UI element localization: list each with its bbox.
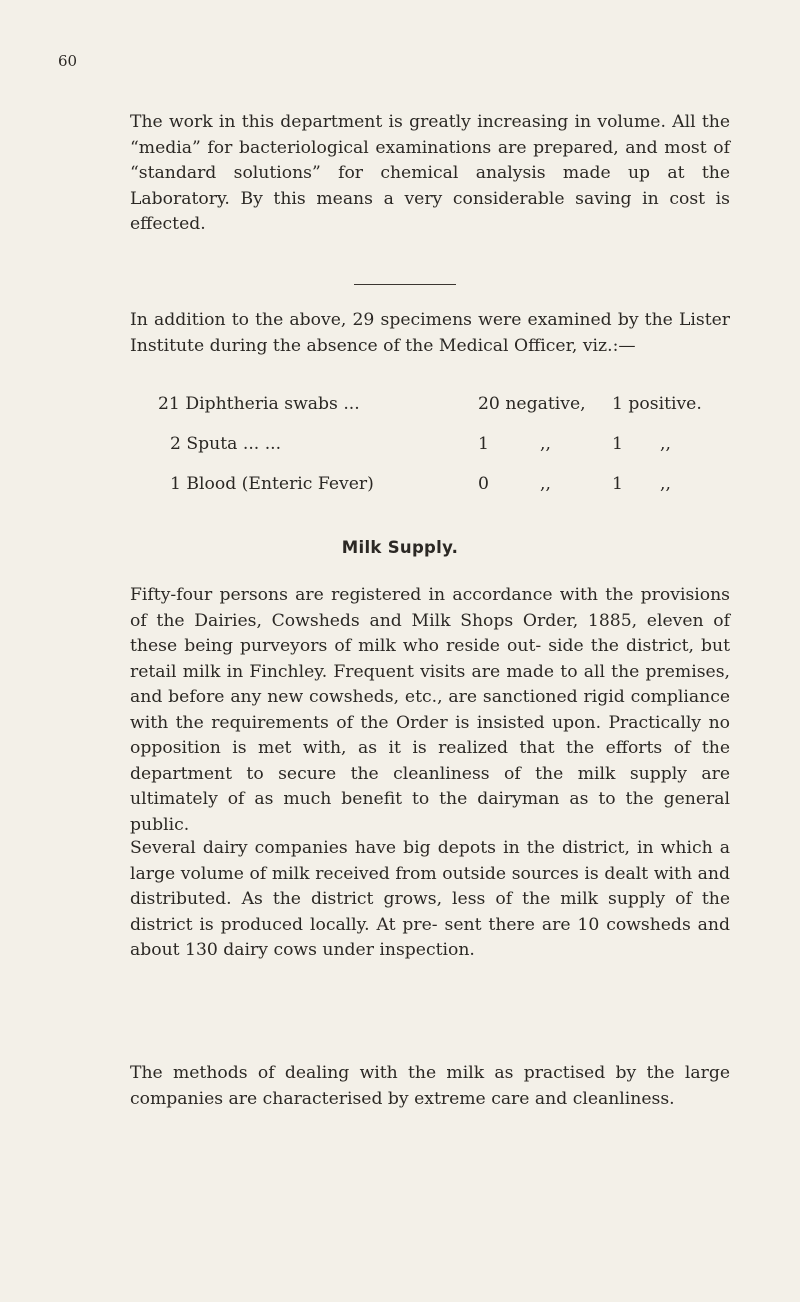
page-number: 60 — [58, 52, 78, 70]
specimen-negative: 0 — [478, 474, 489, 494]
ditto-mark: ,, — [540, 474, 551, 494]
specimen-row — [0, 434, 800, 460]
paragraph-dairy-companies: Several dairy companies have big depots in the district, in which a large volume of milk received from outside sources is dealt with and distributed. As the district grows, less of the milk supply of the district is produced locally. At pre- sent there are 10 cowsheds and about 130 dairy cows under inspection. — [130, 838, 730, 960]
specimen-positive: 1 — [612, 434, 623, 454]
specimen-negative: 1 — [478, 434, 489, 454]
specimen-name: 1 Blood (Enteric Fever) — [170, 474, 374, 494]
specimen-negative: 20 negative, — [478, 394, 586, 414]
specimen-row — [0, 394, 800, 420]
ditto-mark: ,, — [660, 474, 671, 494]
paragraph-registered-persons: Fifty-four persons are registered in accordance with the provisions of the Dairies, Cowsheds and Milk Shops Order, 1885, eleven of these being purveyors of milk who reside out- side the district, but retail milk in Finchley. Frequent visits are made to all the premises, and before any new cowsheds, etc., are sanctioned rigid compliance with the requirements of the Order is insisted upon. Practically no opposition is met with, as it is realized that the efforts of the department to secure the cleanliness of the milk supply are ultimately of as much benefit to the dairyman as to the general public. — [130, 585, 730, 835]
paragraph-lister-institute: In addition to the above, 29 specimens were examined by the Lister Institute during the absence of the Medical Officer, viz.:— — [130, 310, 730, 356]
specimen-positive: 1 — [612, 474, 623, 494]
section-divider — [354, 284, 456, 285]
specimen-name: 2 Sputa ... ... — [170, 434, 282, 454]
ditto-mark: ,, — [660, 434, 671, 454]
specimen-row — [0, 474, 800, 500]
paragraph-laboratory-work: The work in this department is greatly increasing in volume. All the “media” for bacteriological examinations are prepared, and most of “standard solutions” for chemical analysis made up at the Laboratory. By this means a very considerable saving in cost is effected. — [130, 112, 730, 234]
section-heading: Milk Supply. — [341, 538, 459, 557]
specimen-name: 21 Diphtheria swabs ... — [158, 394, 360, 414]
ditto-mark: ,, — [540, 434, 551, 454]
paragraph-methods: The methods of dealing with the milk as practised by the large companies are characterised by extreme care and cleanliness. — [130, 1063, 730, 1109]
specimen-positive: 1 positive. — [612, 394, 702, 414]
